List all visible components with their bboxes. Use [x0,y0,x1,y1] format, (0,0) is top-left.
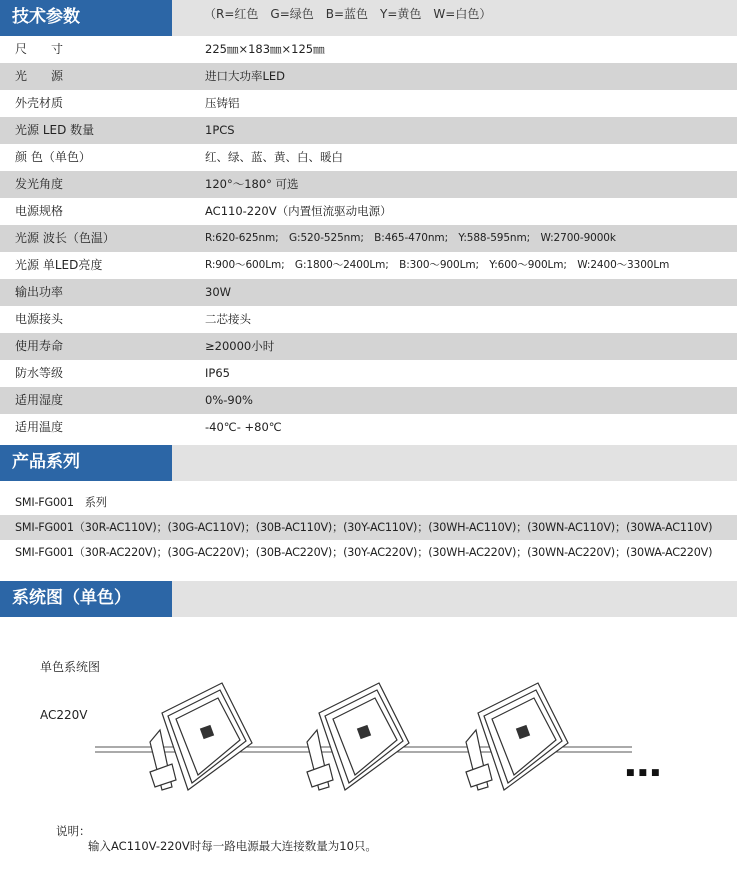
spec-value: AC110-220V（内置恒流驱动电源） [205,204,392,218]
spec-value: 30W [205,285,232,299]
spec-value: -40℃- +80℃ [205,420,282,434]
spec-label: 适用湿度 [15,393,64,407]
series-line-ac110: SMI-FG001（30R-AC110V)；(30G-AC110V)；(30B-AC110V)；(30Y-AC110V)；(30WH-AC110V)；(30WN-AC110V)；(30WA-AC110V) [0,515,737,540]
flood-light-icon [150,683,252,790]
spec-row [0,90,737,117]
spec-row [0,414,737,441]
spec-label: 防水等级 [15,366,64,380]
spec-value: R:620-625nm; G:520-525nm; B:465-470nm; Y:588-595nm; W:2700-9000k [205,232,616,244]
spec-label: 光源 LED 数量 [15,123,95,137]
spec-value: 0%-90% [205,393,253,407]
spec-row [0,225,737,252]
spec-value: 红、绿、蓝、黄、白、暖白 [205,150,343,164]
spec-row [0,117,737,144]
spec-row [0,360,737,387]
system-section-title: 系统图（单色） [0,581,172,617]
spec-value: ≥20000小时 [205,339,275,353]
product-section-header [0,445,737,481]
series-line-ac220: SMI-FG001（30R-AC220V)；(30G-AC220V)；(30B-AC220V)；(30Y-AC220V)；(30WH-AC220V)；(30WN-AC220V)；(30WA-AC220V) [15,546,713,559]
spec-value: 压铸铝 [205,96,240,110]
diagram-title: 单色系统图 [40,660,101,674]
spec-value: 120°～180° 可选 [205,177,299,191]
spec-value: R:900～600Lm; G:1800～2400Lm; B:300～900Lm; Y:600～900Lm; W:2400～3300Lm [205,259,670,271]
spec-row [0,252,737,279]
product-section-title: 产品系列 [0,445,172,481]
tech-section-header [0,0,737,36]
series-line-name: SMI-FG001 系列 [15,496,107,509]
spec-table [0,36,737,441]
spec-label: 颜 色（单色） [15,150,91,164]
spec-row [0,333,737,360]
spec-value: 1PCS [205,123,235,137]
spec-label: 电源接头 [15,312,64,326]
flood-light-icon [466,683,568,790]
color-code-note: （R=红色 G=绿色 B=蓝色 Y=黄色 W=白色） [204,7,492,21]
spec-value: 进口大功率LED [205,69,286,83]
continuation-ellipsis: ■■■ [626,768,664,778]
spec-label: 发光角度 [15,177,64,191]
spec-value: 225㎜×183㎜×125㎜ [205,42,325,56]
spec-label: 光 源 [15,69,64,83]
system-diagram [0,640,737,820]
spec-row [0,306,737,333]
note-label: 说明： [56,824,91,838]
spec-label: 光源 波长（色温） [15,231,115,245]
spec-row [0,144,737,171]
spec-label: 尺 寸 [15,42,64,56]
spec-row [0,36,737,63]
spec-row [0,198,737,225]
spec-label: 使用寿命 [15,339,64,353]
voltage-label: AC220V [40,708,88,722]
spec-label: 适用温度 [15,420,64,434]
spec-row [0,171,737,198]
spec-row [0,63,737,90]
spec-row [0,387,737,414]
spec-label: 输出功率 [15,285,64,299]
spec-row [0,279,737,306]
flood-light-icon [307,683,409,790]
spec-value: IP65 [205,366,230,380]
spec-label: 光源 单LED亮度 [15,258,103,272]
spec-label: 电源规格 [15,204,64,218]
system-section-header [0,581,737,617]
spec-label: 外壳材质 [15,96,64,110]
spec-value: 二芯接头 [205,312,251,326]
tech-section-title: 技术参数 [0,0,172,36]
note-text: 输入AC110V-220V时每一路电源最大连接数量为10只。 [88,839,377,853]
